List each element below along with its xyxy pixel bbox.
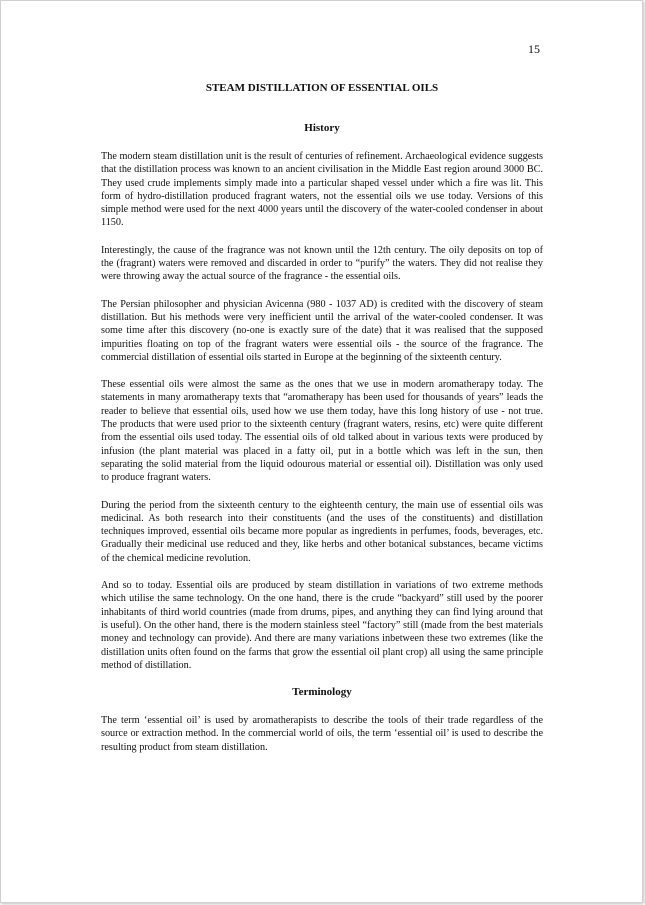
terminology-paragraph-1: The term ‘essential oil’ is used by aromatherapists to describe the tools of their trade regardless of the source or extraction method. In the commercial world of oils, the term ‘essential oil’ is used to describe the resulting product from steam distillation. — [101, 715, 543, 753]
history-paragraph-6: And so to today. Essential oils are produced by steam distillation in variations of two extreme methods which utilise the same technology. On the one hand, there is the crude “backyard” still used by the poorer inhabitants of third world countries (made from drums, pipes, and anything they can find lying around that is useful). On the other hand, there is the modern stainless steel “factory” still (made from the best materials money and technology can provide). And there are many variations inbetween these two extremes (like the distillation units often found on the farms that grow the essential oil plant crop) all using the same principle method of distillation. — [101, 580, 543, 671]
history-paragraph-4: These essential oils were almost the same as the ones that we use in modern aromatherapy today. The statements in many aromatherapy texts that “aromatherapy has been used for thousands of years” leads the reader to believe that essential oils, used how we use them today, have this long history of use - not true. The products that were used prior to the sixteenth century (fragrant waters, resins, etc) were quite different from the essential oils used today. The essential oils of old talked about in various texts were produced by infusion (the plant material was placed in a fatty oil, put in a bottle which was left in the sun, then separating the solid material from the liquid odourous material or essential oil). Distillation was only used to produce fragrant waters. — [101, 379, 543, 484]
section-heading-history: History — [304, 122, 340, 134]
history-paragraph-5: During the period from the sixteenth century to the eighteenth century, the main use of essential oils was medicinal. As both research into their constituents (and the uses of the constituents) and distillation techniques improved, essential oils became more popular as ingredients in perfumes, foods, beverages, etc. Gradually their medicinal use reduced and they, like herbs and other botanical substances, became victims of the chemical medicine revolution. — [101, 499, 543, 564]
history-paragraph-3: The Persian philosopher and physician Avicenna (980 - 1037 AD) is credited with the discovery of steam distillation. But his methods were very inefficient until the arrival of the water-cooled condenser. It was some time after this discovery (no-one is exactly sure of the date) that it was realised that the supposed impurities floating on top of the fragrant waters were essential oils - the source of the fragrance. The commercial distillation of essential oils started in Europe at the beginning of the sixteenth century. — [101, 298, 543, 363]
history-paragraph-1: The modern steam distillation unit is the result of centuries of refinement. Archaeological evidence suggests that the distillation process was known to an ancient civilisation in the Middle East region around 3000 BC. They used crude implements simply made into a particular shaped vessel under which a fire was lit. This form of hydro-distillation produced fragrant waters, not the essential oils we use today. Versions of this simple method were used for the next 4000 years until the discovery of the water-cooled condenser in about 1150. — [101, 151, 543, 229]
document-title: STEAM DISTILLATION OF ESSENTIAL OILS — [205, 82, 439, 94]
page-content — [101, 82, 543, 768]
page-number: 15 — [528, 42, 540, 56]
section-heading-terminology: Terminology — [292, 686, 352, 699]
history-paragraph-2: Interestingly, the cause of the fragrance was not known until the 12th century. The oily deposits on top of the (fragrant) waters were removed and discarded in order to “purify” the waters. They did not realise they were throwing away the actual source of the fragrance - the essential oils. — [101, 244, 543, 283]
